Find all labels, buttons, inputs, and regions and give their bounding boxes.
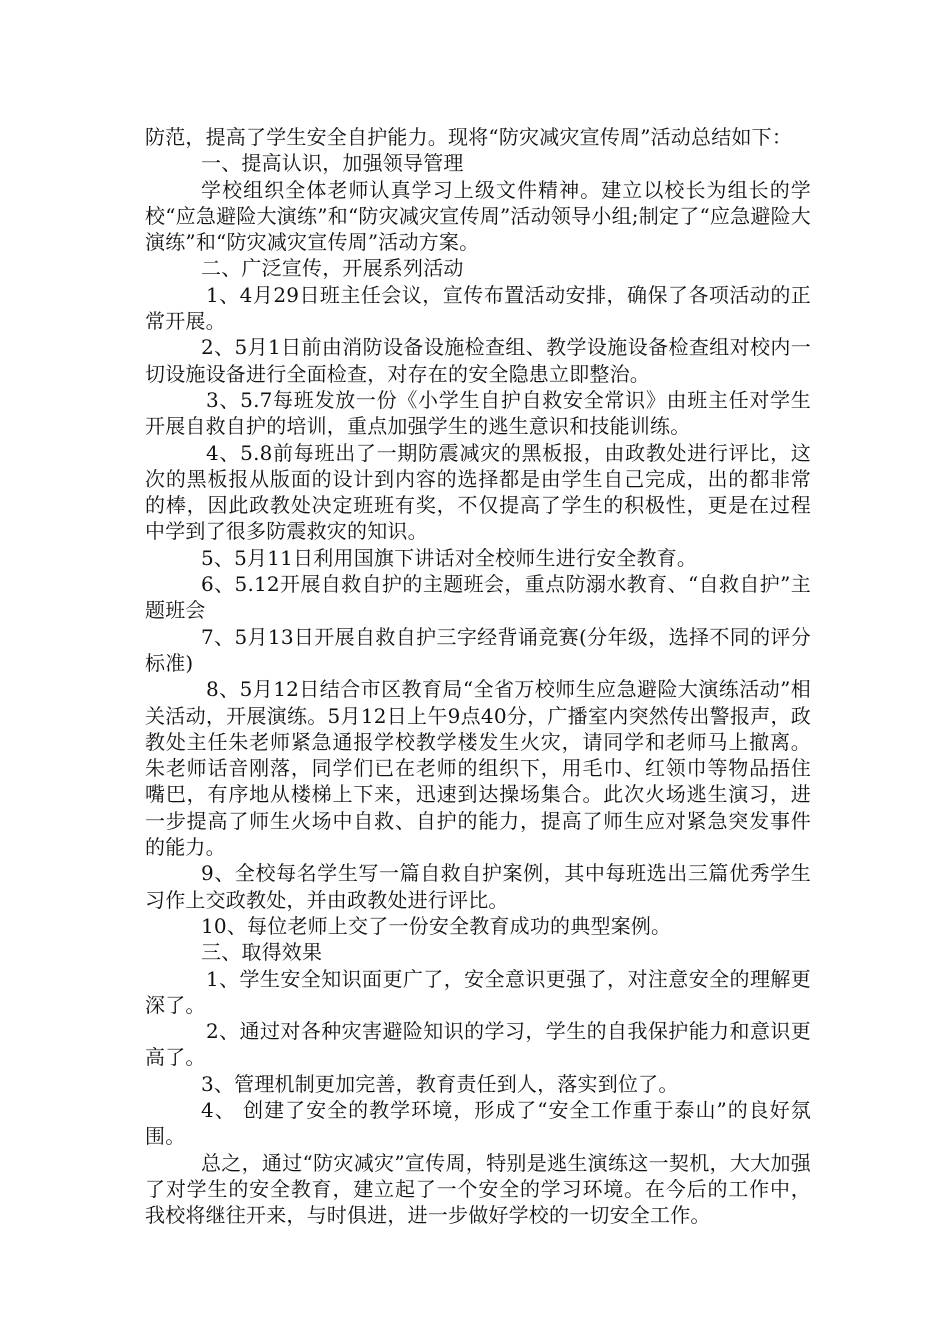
- body-paragraph: 学校组织全体老师认真学习上级文件精神。建立以校长为组长的学校“应急避险大演练”和“防灾减灾宣传周”活动领导小组;制定了“应急避险大演练”和“防灾减灾宣传周”活动方案。: [145, 177, 811, 255]
- intro-paragraph: 防范，提高了学生安全自护能力。现将“防灾减灾宣传周”活动总结如下：: [145, 125, 793, 149]
- list-item: 4、 创建了安全的教学环境，形成了“安全工作重于泰山”的良好氛围。: [145, 1097, 811, 1149]
- list-item: 10、每位老师上交了一份安全教育成功的典型案例。: [201, 913, 672, 938]
- list-item: 1、4月29日班主任会议，宣传布置活动安排，确保了各项活动的正常开展。: [145, 282, 811, 334]
- section-heading-1: 一、提高认识，加强领导管理: [201, 151, 464, 176]
- list-item: 2、5月1日前由消防设备设施检查组、教学设施设备检查组对校内一切设施设备进行全面检查，对存在的安全隐患立即整治。: [145, 335, 811, 386]
- section-heading-3: 三、取得效果: [201, 940, 323, 965]
- section-heading-2: 二、广泛宣传，开展系列活动: [201, 256, 464, 281]
- document-body: [145, 124, 811, 1228]
- list-item: 7、5月13日开展自救自护三字经背诵竞赛(分年级，选择不同的评分标准): [145, 624, 811, 675]
- list-item: 6、5.12开展自救自护的主题班会，重点防溺水教育、“自救自护”主题班会: [145, 572, 811, 623]
- list-item: 9、全校每名学生写一篇自救自护案例，其中每班选出三篇优秀学生习作上交政教处，并由政教处进行评比。: [145, 861, 811, 912]
- list-item: 4、5.8前每班出了一期防震减灾的黑板报，由政教处进行评比，这次的黑板报从版面的设计到内容的选择都是由学生自己完成，出的都非常的棒，因此政教处决定班班有奖，不仅提高了学生的积极性，更是在过程中学到了很多防震救灾的知识。: [145, 440, 811, 544]
- list-item: 1、学生安全知识面更广了，安全意识更强了，对注意安全的理解更深了。: [145, 966, 811, 1017]
- list-item: 3、5.7每班发放一份《小学生自护自救安全常识》由班主任对学生开展自救自护的培训，重点加强学生的逃生意识和技能训练。: [145, 387, 811, 439]
- list-item: 3、管理机制更加完善，教育责任到人，落实到位了。: [201, 1071, 679, 1096]
- list-item: 8、5月12日结合市区教育局“全省万校师生应急避险大演练活动”相关活动，开展演练。5月12日上午9点40分，广播室内突然传出警报声，政教处主任朱老师紧急通报学校教学楼发生火灾，请同学和老师马上撤离。朱老师话音刚落，同学们已在老师的组织下，用毛巾、红领巾等物品捂住嘴巴，有序地从楼梯上下来，迅速到达操场集合。此次火场逃生演习，进一步提高了师生火场中自救、自护的能力，提高了师生应对紧急突发事件的能力。: [145, 677, 811, 860]
- conclusion-paragraph: 总之，通过“防灾减灾”宣传周，特别是逃生演练这一契机，大大加强了对学生的安全教育，建立起了一个安全的学习环境。在今后的工作中，我校将继往开来，与时俱进，进一步做好学校的一切安全工作。: [145, 1150, 811, 1228]
- list-item: 2、通过对各种灾害避险知识的学习，学生的自我保护能力和意识更高了。: [145, 1019, 811, 1070]
- list-item: 5、5月11日利用国旗下讲话对全校师生进行安全教育。: [201, 545, 698, 570]
